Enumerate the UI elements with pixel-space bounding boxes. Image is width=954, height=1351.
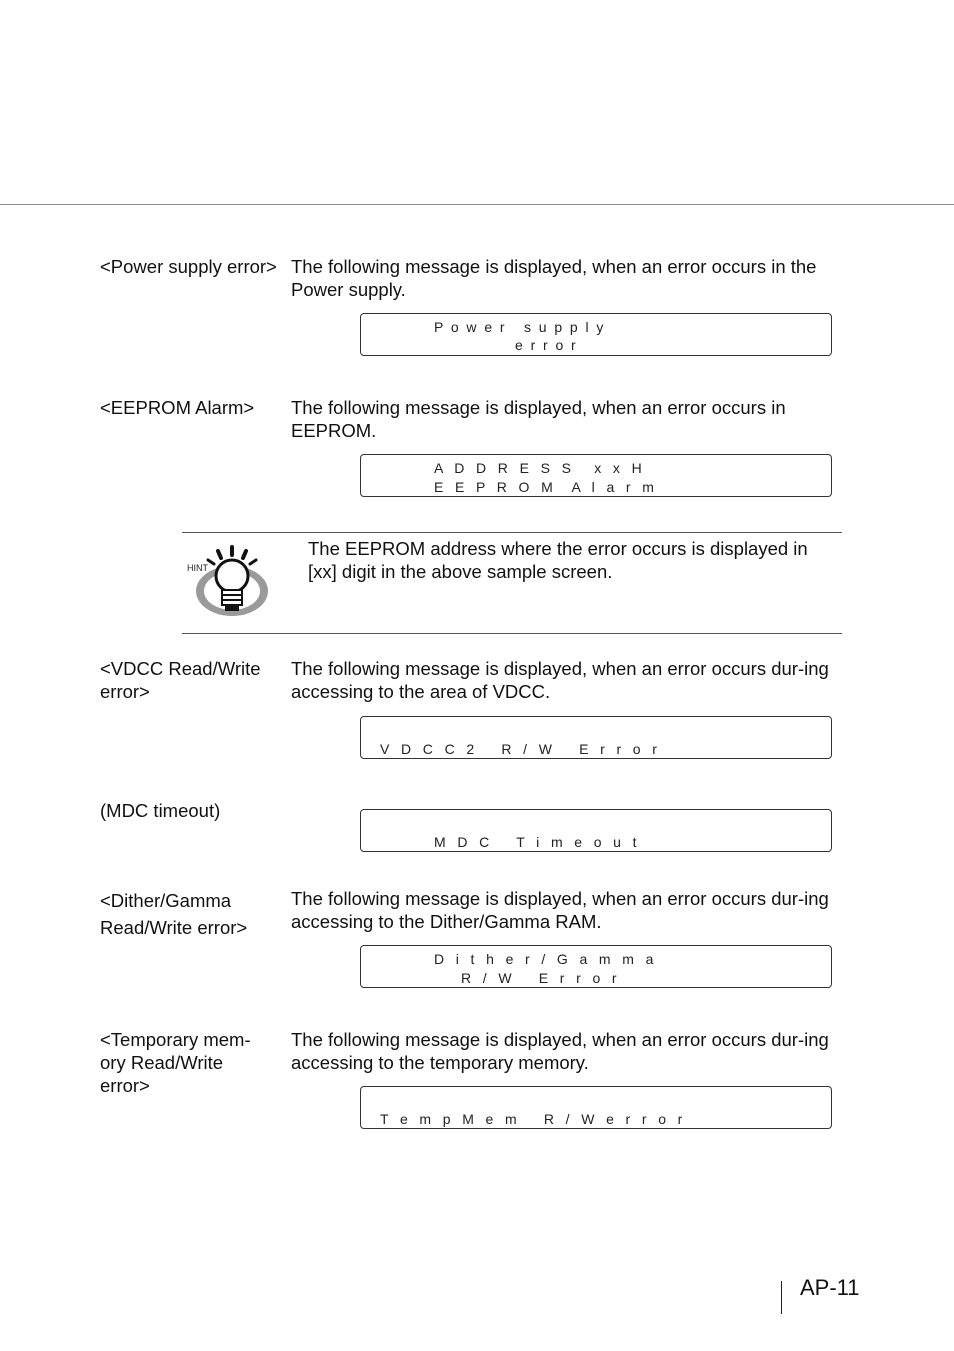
lcd-line-2: M D C T i m e o u t xyxy=(434,834,637,850)
page-number-divider xyxy=(781,1281,782,1314)
lcd-line-2: e r r o r xyxy=(515,337,576,353)
section-label-vdcc: <VDCC Read/Write error> xyxy=(100,658,261,702)
lcd-line-2: R / W E r r o r xyxy=(461,970,617,986)
hint-text: The EEPROM address where the error occurs is displayed in [xx] digit in the above sample screen. xyxy=(308,538,808,582)
hint-lightbulb-icon xyxy=(186,543,272,621)
page-number: AP-11 xyxy=(800,1275,860,1300)
section-label-mdc: (MDC timeout) xyxy=(100,800,221,821)
section-desc-power-supply: The following message is displayed, when an error occurs in the Power supply. xyxy=(291,256,817,300)
section-desc-dither-gamma: The following message is displayed, when an error occurs dur-ing accessing to the Dither/Gamma RAM. xyxy=(291,888,829,932)
hint-bottom-rule xyxy=(182,633,842,634)
header-rule xyxy=(0,204,954,205)
section-label-power-supply: <Power supply error> xyxy=(100,256,277,277)
hint-top-rule xyxy=(182,532,842,533)
lcd-line-1: D i t h e r / G a m m a xyxy=(434,951,654,967)
hint-icon-label: HINT xyxy=(187,563,208,573)
lcd-line-2: E E P R O M A l a r m xyxy=(434,479,654,495)
lcd-line-2: T e m p M e m R / W e r r o r xyxy=(380,1111,683,1127)
lcd-display-vdcc xyxy=(360,716,832,759)
lcd-line-2: V D C C 2 R / W E r r o r xyxy=(380,741,657,757)
section-label-dither-gamma: <Dither/Gamma Read/Write error> xyxy=(100,890,248,938)
section-desc-eeprom: The following message is displayed, when an error occurs in EEPROM. xyxy=(291,397,786,441)
lcd-display-mdc xyxy=(360,809,832,852)
section-desc-temp-memory: The following message is displayed, when an error occurs dur-ing accessing to the temporary memory. xyxy=(291,1029,829,1073)
section-desc-vdcc: The following message is displayed, when an error occurs dur-ing accessing to the area of VDCC. xyxy=(291,658,829,702)
lcd-display-power-supply xyxy=(360,313,832,356)
section-label-eeprom: <EEPROM Alarm> xyxy=(100,397,255,418)
section-label-temp-memory: <Temporary mem-ory Read/Write error> xyxy=(100,1029,251,1096)
lcd-line-1: P o w e r s u p p l y xyxy=(434,319,604,335)
lcd-display-temp-memory xyxy=(360,1086,832,1129)
lcd-display-eeprom xyxy=(360,454,832,497)
lcd-line-1: A D D R E S S x x H xyxy=(434,460,642,476)
lcd-display-dither-gamma xyxy=(360,945,832,988)
